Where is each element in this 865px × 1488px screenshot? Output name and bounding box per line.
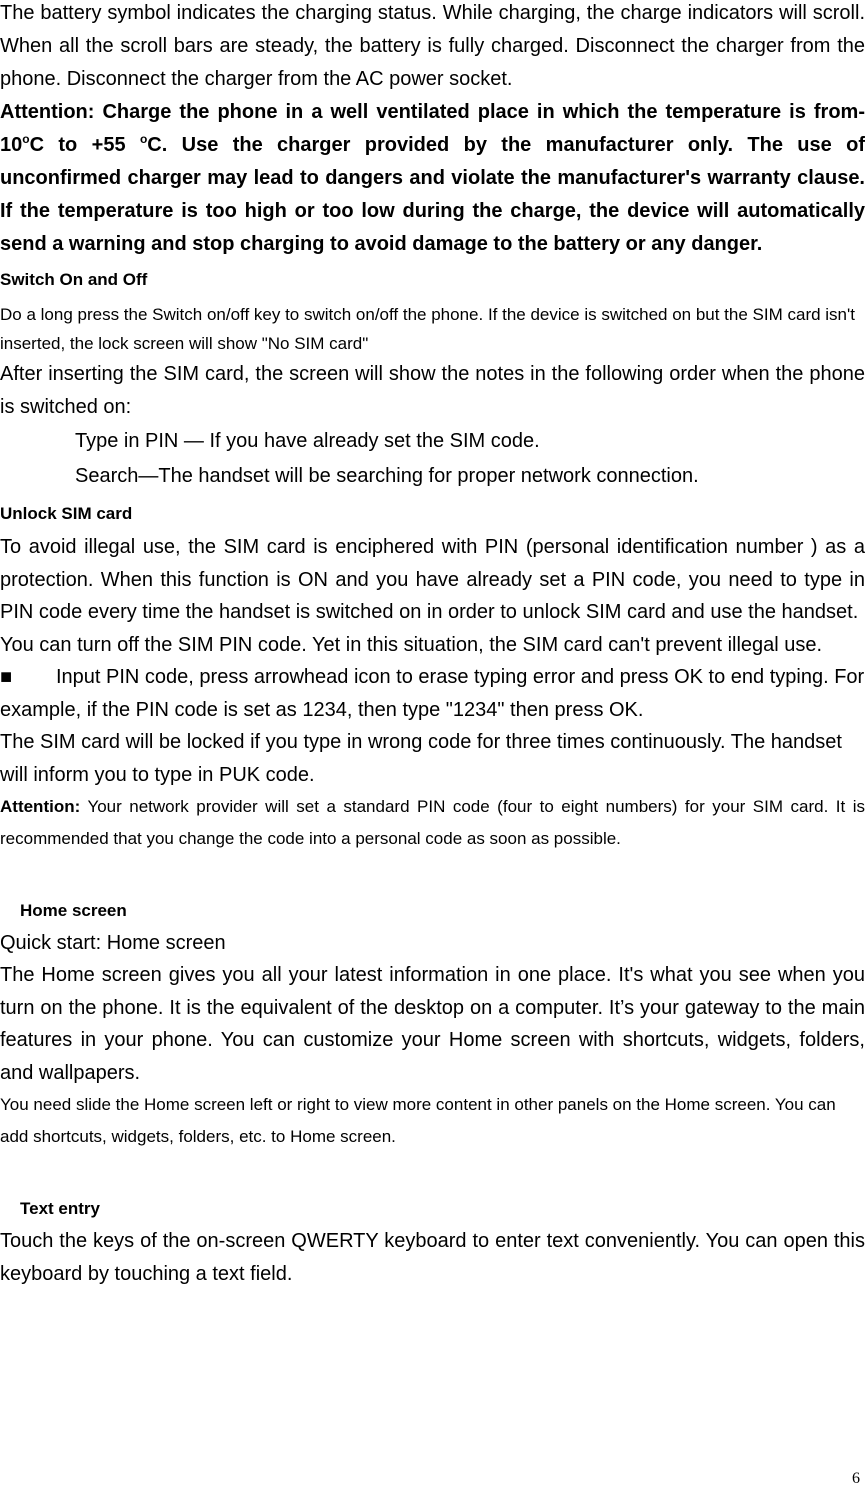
unlock-attention	[0, 791, 865, 855]
section-heading-switch: Switch On and Off	[0, 270, 148, 290]
unlock-para-2: You can turn off the SIM PIN code. Yet in this situation, the SIM card can't prevent illegal use.	[0, 633, 823, 656]
section-heading-text-entry: Text entry	[20, 1199, 100, 1219]
degree-symbol: o	[22, 132, 30, 147]
attention-text: Your network provider will set a standard PIN code (four to eight numbers) for your SIM card. It is recommended that you change the code into a personal code as soon as possible.	[0, 797, 865, 849]
section-heading-unlock: Unlock SIM card	[0, 503, 133, 523]
section-heading-home: Home screen	[20, 901, 127, 921]
home-para-3: You need slide the Home screen left or right to view more content in other panels on the Home screen. You can add shortcuts, widgets, folders, etc. to Home screen.	[0, 1095, 836, 1147]
switch-para-1: Do a long press the Switch on/off key to switch on/off the phone. If the device is switched on but the SIM card isn't inserted, the lock screen will show "No SIM card"	[0, 304, 855, 353]
attention-label: Attention:	[0, 797, 81, 817]
degree-symbol: o	[139, 132, 148, 147]
switch-item-search: Search—The handset will be searching for proper network connection.	[75, 464, 699, 487]
unlock-para-3: The SIM card will be locked if you type in wrong code for three times continuously. The handset will inform you to type in PUK code.	[0, 731, 842, 786]
attention-part-a: Attention: Charge the phone in a well ventilated place in which the temperature is from-10	[0, 101, 865, 157]
home-para-1: Quick start: Home screen	[0, 932, 226, 955]
switch-item-pin: Type in PIN — If you have already set the SIM code.	[75, 429, 540, 452]
switch-para-2: After inserting the SIM card, the screen will show the notes in the following order when the phone is switched on:	[0, 362, 865, 418]
unlock-para-1: To avoid illegal use, the SIM card is enciphered with PIN (personal identification number ) as a protection. When this function is ON and you have already set a PIN code, you need to type in PIN code every time the handset is switched on in order to unlock SIM card and use the handset.	[0, 536, 865, 624]
charging-attention	[0, 96, 865, 260]
square-bullet-icon: ■	[0, 666, 13, 689]
unlock-bullet-text: Input PIN code, press arrowhead icon to erase typing error and press OK to end typing. For example, if the PIN code is set as 1234, then type "1234" then press OK.	[0, 666, 865, 721]
attention-part-b: C to +55	[29, 134, 140, 157]
charging-intro: The battery symbol indicates the charging status. While charging, the charge indicators will scroll. When all the scroll bars are steady, the battery is fully charged. Disconnect the charger from the phone. Disconnect the charger from the AC power socket.	[0, 2, 865, 90]
page-number: 6	[852, 1470, 860, 1487]
attention-part-c: C. Use the charger provided by the manufacturer only. The use of unconfirmed charger may lead to dangers and violate the manufacturer's warranty clause. If the temperature is too high or too low during the charge, the device will automatically send a warning and stop charging to avoid damage to the battery or any danger.	[0, 134, 865, 255]
home-para-2: The Home screen gives you all your latest information in one place. It's what you see when you turn on the phone. It is the equivalent of the desktop on a computer. It’s your gateway to the main features in your phone. You can customize your Home screen with shortcuts, widgets, folders, and wallpapers.	[0, 964, 865, 1084]
unlock-bullet-item	[0, 661, 865, 726]
text-entry-para-1: Touch the keys of the on-screen QWERTY keyboard to enter text conveniently. You can open this keyboard by touching a text field.	[0, 1230, 865, 1286]
